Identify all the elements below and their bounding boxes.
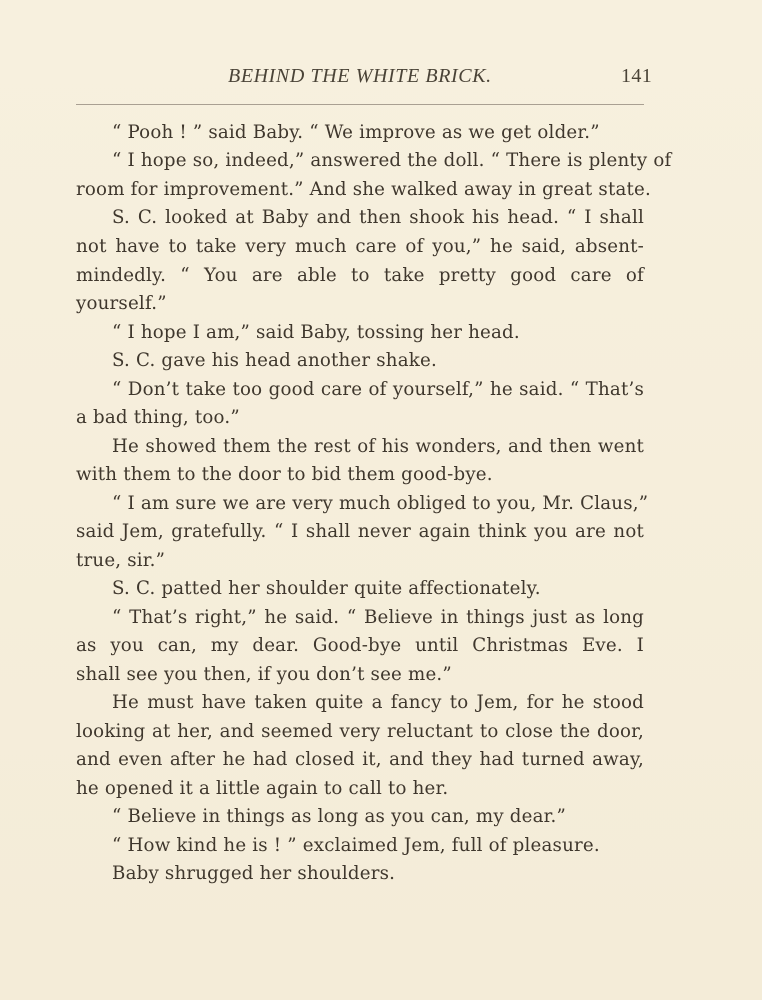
text-line: mindedly. “ You are able to take pretty good care of xyxy=(76,265,644,286)
text-line: yourself.” xyxy=(76,293,167,314)
text-line: S. C. patted her shoulder quite affectionately. xyxy=(112,578,541,599)
text-line: “ I hope so, indeed,” answered the doll. “ There is plenty of xyxy=(112,150,672,171)
text-line: S. C. looked at Baby and then shook his head. “ I shall xyxy=(112,207,644,228)
text-line: He must have taken quite a fancy to Jem, for he stood xyxy=(112,692,644,713)
text-line: as you can, my dear. Good-bye until Christmas Eve. I xyxy=(76,635,644,656)
text-line: He showed them the rest of his wonders, and then went xyxy=(112,436,644,457)
text-line: “ Pooh ! ” said Baby. “ We improve as we get older.” xyxy=(112,122,600,143)
text-line: shall see you then, if you don’t see me.” xyxy=(76,664,452,685)
text-line: looking at her, and seemed very reluctant to close the door, xyxy=(76,721,644,742)
text-line: “ I am sure we are very much obliged to you, Mr. Claus,” xyxy=(112,493,649,514)
text-line: not have to take very much care of you,” he said, absent- xyxy=(76,236,644,257)
text-line: and even after he had closed it, and they had turned away, xyxy=(76,749,644,770)
text-line: he opened it a little again to call to her. xyxy=(76,778,449,799)
page-number: 141 xyxy=(621,65,653,87)
text-line: said Jem, gratefully. “ I shall never again think you are not xyxy=(76,521,644,542)
text-line: “ Don’t take too good care of yourself,” he said. “ That’s xyxy=(112,379,644,400)
text-line: with them to the door to bid them good-bye. xyxy=(76,464,493,485)
text-line: room for improvement.” And she walked away in great state. xyxy=(76,179,651,200)
text-line: “ How kind he is ! ” exclaimed Jem, full of pleasure. xyxy=(112,835,600,856)
text-line: “ That’s right,” he said. “ Believe in things just as long xyxy=(112,607,644,628)
text-line: Baby shrugged her shoulders. xyxy=(112,863,396,884)
text-line: a bad thing, too.” xyxy=(76,407,240,428)
text-line: “ I hope I am,” said Baby, tossing her head. xyxy=(112,322,520,343)
text-line: S. C. gave his head another shake. xyxy=(112,350,437,371)
text-line: true, sir.” xyxy=(76,550,166,571)
running-header-title: BEHIND THE WHITE BRICK. xyxy=(228,65,492,87)
text-line: “ Believe in things as long as you can, my dear.” xyxy=(112,806,567,827)
